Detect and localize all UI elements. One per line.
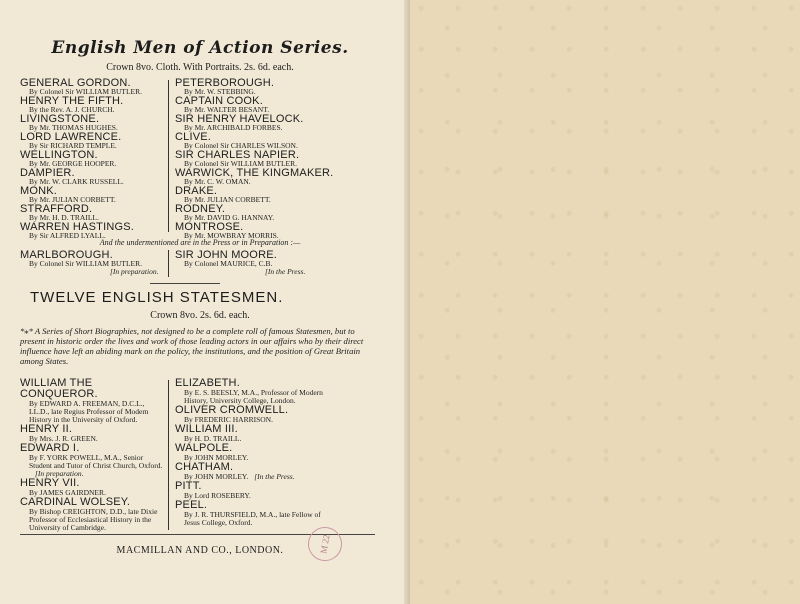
list-item: LORD LAWRENCE. By Sir RICHARD TEMPLE. (20, 131, 122, 150)
list-item: WALPOLE. By JOHN MORLEY. (175, 442, 249, 462)
men-of-action-title: English Men of Action Series. (51, 38, 349, 58)
statesmen-right-column (175, 378, 325, 527)
list-item: PEEL. By J. R. THURSFIELD, M.A., late Fellow of Jesus College, Oxford. (175, 499, 321, 527)
men-of-action-subtitle: Crown 8vo. Cloth. With Portraits. 2s. 6d. each. (106, 62, 294, 73)
statesmen-blurb: *⁎* A Series of Short Biographies, not designed to be a complete roll of famous Statesmen, but to present in historic order the lives and work of those leading actors in our affairs who by their direct influence have left an abiding mark on the policy, the institutions, and the position of Great Britain among States. (20, 326, 364, 366)
list-item: LIVINGSTONE. By Mr. THOMAS HUGHES. (20, 113, 118, 132)
list-item: STRAFFORD. By Mr. H. D. TRAILL. (20, 203, 99, 222)
statesmen-title: TWELVE ENGLISH STATESMEN. (30, 289, 284, 306)
list-item: HENRY VII. By JAMES GAIRDNER. (20, 477, 106, 497)
column-divider (168, 250, 169, 277)
list-item: CHATHAM. By JOHN MORLEY. [In the Press. (175, 461, 295, 481)
column-divider (168, 380, 169, 530)
list-item: PETERBOROUGH. By Mr. W. STEBBING. (175, 77, 275, 96)
list-item: CARDINAL WOLSEY. By Bishop CREIGHTON, D.D., late Dixie Professor of Ecclesiastical History in the University of Cambridge. (20, 496, 158, 532)
list-item: HENRY II. By Mrs. J. R. GREEN. (20, 423, 98, 443)
list-item: SIR CHARLES NAPIER. By Colonel Sir WILLIAM BUTLER. (175, 149, 300, 168)
list-item: MONTROSE. By Mr. MOWBRAY MORRIS. (175, 221, 279, 240)
list-item: CAPTAIN COOK. By Mr. WALTER BESANT. (175, 95, 270, 114)
right-page-blank (410, 0, 800, 604)
section-rule (150, 283, 220, 284)
column-divider (168, 80, 169, 232)
men-of-action-left-column (20, 78, 142, 240)
list-item: DAMPIER. By Mr. W. CLARK RUSSELL. (20, 167, 124, 186)
list-item: PITT. By Lord ROSEBERY. (175, 480, 251, 500)
list-item: MONK. By Mr. JULIAN CORBETT. (20, 185, 116, 204)
list-item: WARWICK, THE KINGMAKER. By Mr. C. W. OMAN. (175, 167, 334, 186)
list-item: CLIVE. By Colonel Sir CHARLES WILSON. (175, 131, 298, 150)
statesmen-left-column (20, 378, 165, 532)
list-item: EDWARD I. By F. YORK POWELL, M.A., Senior Student and Tutor of Christ Church, Oxford.[In preparation. (20, 442, 163, 478)
press-right-entry: SIR JOHN MOORE. By Colonel MAURICE, C.B. [In the Press. (175, 249, 306, 276)
list-item: WILLIAM THE CONQUEROR. By EDWARD A. FREEMAN, D.C.L., LL.D., late Regius Professor of Modern History in the University of Oxford. (20, 377, 149, 424)
list-item: WILLIAM III. By H. D. TRAILL. (175, 423, 242, 443)
press-note: And the undermentioned are in the Press or in Preparation :— (99, 238, 301, 247)
press-left-entry: MARLBOROUGH. By Colonel Sir WILLIAM BUTLER. [In preparation. (20, 249, 159, 276)
list-item: SIR HENRY HAVELOCK. By Mr. ARCHIBALD FORBES. (175, 113, 304, 132)
men-of-action-right-column (175, 78, 333, 240)
list-item: WARREN HASTINGS. By Sir ALFRED LYALL. (20, 221, 135, 240)
list-item: DRAKE. By Mr. JULIAN CORBETT. (175, 185, 271, 204)
list-item: OLIVER CROMWELL. By FREDERIC HARRISON. (175, 404, 289, 424)
publisher-imprint: MACMILLAN AND CO., LONDON. (116, 545, 284, 556)
list-item: HENRY THE FIFTH. By the Rev. A. J. CHURCH. (20, 95, 124, 114)
library-stamp: M 22 (305, 524, 344, 563)
statesmen-subtitle: Crown 8vo. 2s. 6d. each. (150, 310, 250, 321)
list-item: WELLINGTON. By Mr. GEORGE HOOPER. (20, 149, 117, 168)
list-item: RODNEY. By Mr. DAVID G. HANNAY. (175, 203, 275, 222)
list-item: ELIZABETH. By E. S. BEESLY, M.A., Professor of Modern History, University College, London. (175, 377, 323, 405)
list-item: GENERAL GORDON. By Colonel Sir WILLIAM BUTLER. (20, 77, 142, 96)
